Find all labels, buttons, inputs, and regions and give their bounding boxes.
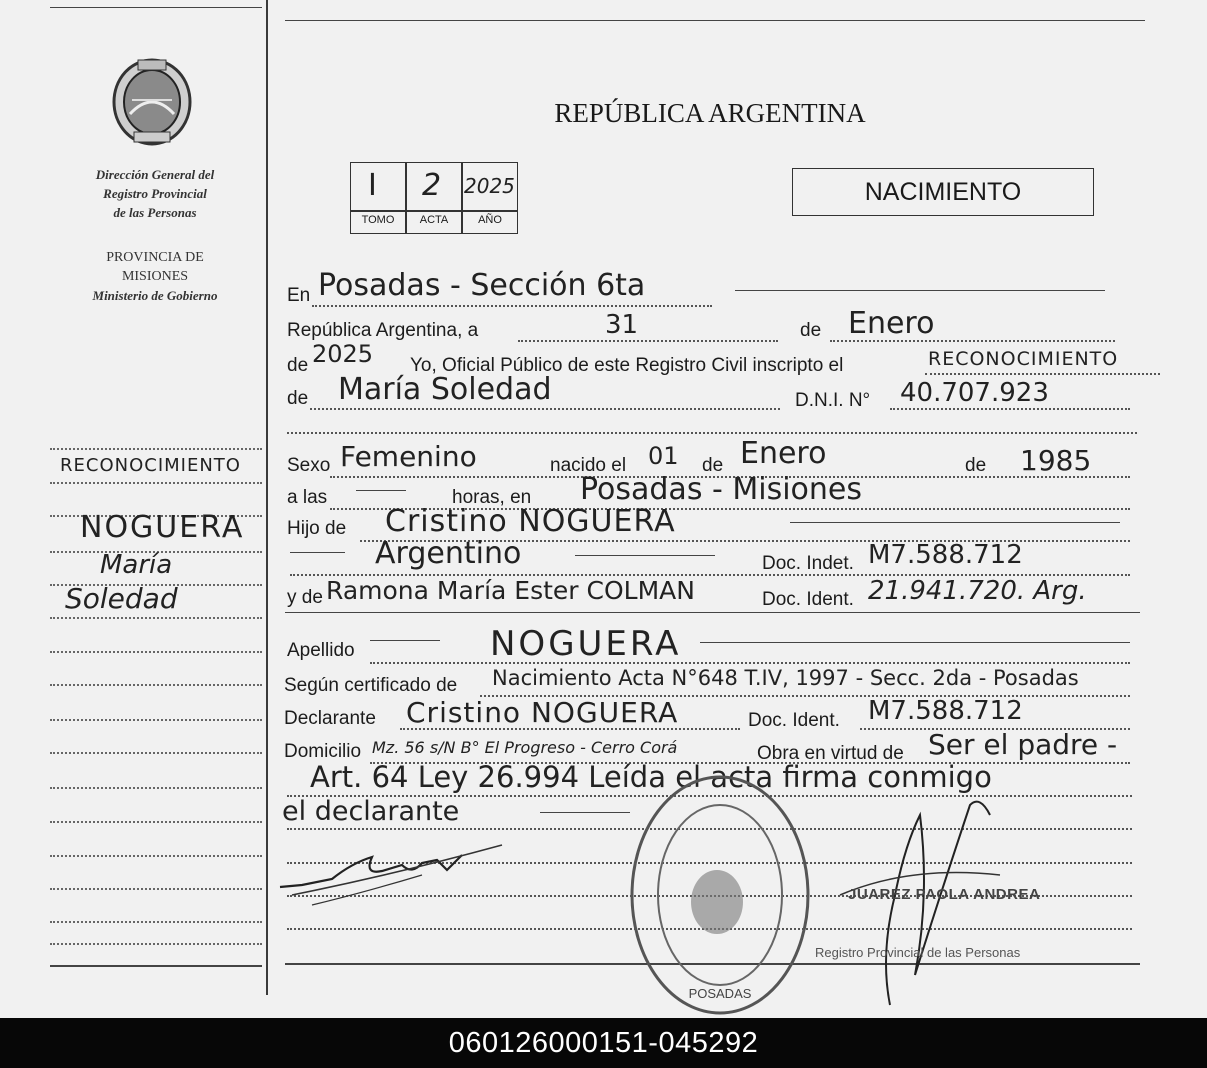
top-rule-right: [285, 20, 1145, 21]
province-name: PROVINCIA DE MISIONES Ministerio de Gobierno: [92, 250, 218, 303]
institution-name: Dirección General del Registro Provincial de las Personas: [95, 167, 215, 220]
label-segun: Según certificado de: [284, 675, 458, 696]
value-nac-mes: Enero: [740, 436, 827, 471]
value-apellido: NOGUERA: [490, 624, 682, 664]
label-sexo: Sexo: [287, 455, 331, 476]
value-dni: 40.707.923: [900, 378, 1049, 408]
value-texto1: Art. 64 Ley 26.994 Leída el acta firma conmigo: [310, 760, 992, 794]
anio-value: 2025: [464, 174, 515, 198]
tomo-label: TOMO: [361, 214, 395, 226]
value-dia: 31: [605, 310, 639, 340]
vertical-divider: [266, 0, 268, 995]
label-de-nac-anio: de: [965, 455, 987, 476]
value-texto2: el declarante: [282, 796, 460, 827]
value-persona: María Soledad: [338, 372, 552, 407]
sidebar-note-surname: NOGUERA: [80, 510, 245, 545]
acta-value: 2: [422, 168, 442, 203]
value-nac-dia: 01: [648, 442, 679, 470]
country-title: REPÚBLICA ARGENTINA: [554, 98, 866, 128]
label-horas: horas, en: [452, 487, 532, 508]
label-de-persona: de: [287, 388, 309, 409]
label-apellido: Apellido: [287, 640, 355, 661]
label-en: En: [287, 285, 311, 306]
label-y-de: y de: [287, 587, 323, 608]
value-declarante: Cristino NOGUERA: [406, 696, 679, 729]
document-type-box: NACIMIENTO: [792, 168, 1094, 216]
registry-box: [350, 162, 518, 234]
label-hijo: Hijo de: [287, 518, 347, 539]
label-doc-indet: Doc. Indet.: [762, 553, 854, 574]
value-anio: 2025: [312, 340, 374, 368]
label-nacido: nacido el: [550, 455, 627, 476]
value-inscripto: RECONOCIMIENTO: [928, 348, 1119, 370]
label-obra: Obra en virtud de: [757, 743, 904, 764]
value-mes: Enero: [848, 306, 935, 341]
stamp-city-text: POSADAS: [688, 986, 752, 1001]
value-lugar-nac: Posadas - Misiones: [580, 472, 862, 507]
label-republica: República Argentina, a: [287, 320, 479, 341]
value-padre-nac: Argentino: [375, 536, 522, 571]
value-madre: Ramona María Ester COLMAN: [326, 576, 695, 605]
value-madre-doc: 21.941.720. Arg.: [868, 576, 1087, 606]
label-yo: Yo, Oficial Público de este Registro Civil inscripto el: [410, 355, 844, 376]
label-de-anio: de: [287, 355, 309, 376]
value-declarante-doc: M7.588.712: [868, 696, 1023, 726]
label-a-las: a las: [287, 487, 328, 508]
label-doc-ident: Doc. Ident.: [762, 589, 854, 610]
value-domicilio: Mz. 56 s/N B° El Progreso - Cerro Corá: [372, 738, 678, 757]
label-de-mes: de: [800, 320, 822, 341]
official-office: Registro Provincial de las Personas: [815, 945, 1021, 960]
label-declarante: Declarante: [284, 708, 376, 729]
acta-label: ACTA: [419, 214, 449, 226]
value-padre-doc: M7.588.712: [868, 540, 1023, 570]
value-nac-anio: 1985: [1020, 444, 1092, 477]
value-lugar: Posadas - Sección 6ta: [318, 268, 646, 303]
value-sexo: Femenino: [340, 440, 477, 473]
tomo-value: I: [368, 168, 377, 203]
value-certificado: Nacimiento Acta N°648 T.IV, 1997 - Secc. 2da - Posadas: [492, 666, 1079, 690]
official-stamp-icon: [625, 770, 815, 1018]
declarant-signature: [272, 835, 512, 915]
sidebar-note-second: Soledad: [65, 582, 178, 615]
label-doc-ident2: Doc. Ident.: [748, 710, 840, 731]
anio-label: AÑO: [478, 214, 502, 226]
document-code-footer: 060126000151-045292: [0, 1018, 1207, 1068]
sidebar-note-title: RECONOCIMIENTO: [60, 455, 241, 476]
official-name: JUAREZ PAOLA ANDREA: [848, 886, 1041, 903]
province-seal-icon: [108, 52, 196, 148]
label-de-nac-mes: de: [702, 455, 724, 476]
label-domicilio: Domicilio: [284, 741, 362, 762]
value-padre: Cristino NOGUERA: [385, 504, 676, 539]
label-dni: D.N.I. N°: [795, 390, 871, 411]
value-obra: Ser el padre -: [928, 728, 1118, 761]
sidebar-note-first: María: [100, 550, 173, 580]
top-rule-left: [50, 7, 262, 8]
